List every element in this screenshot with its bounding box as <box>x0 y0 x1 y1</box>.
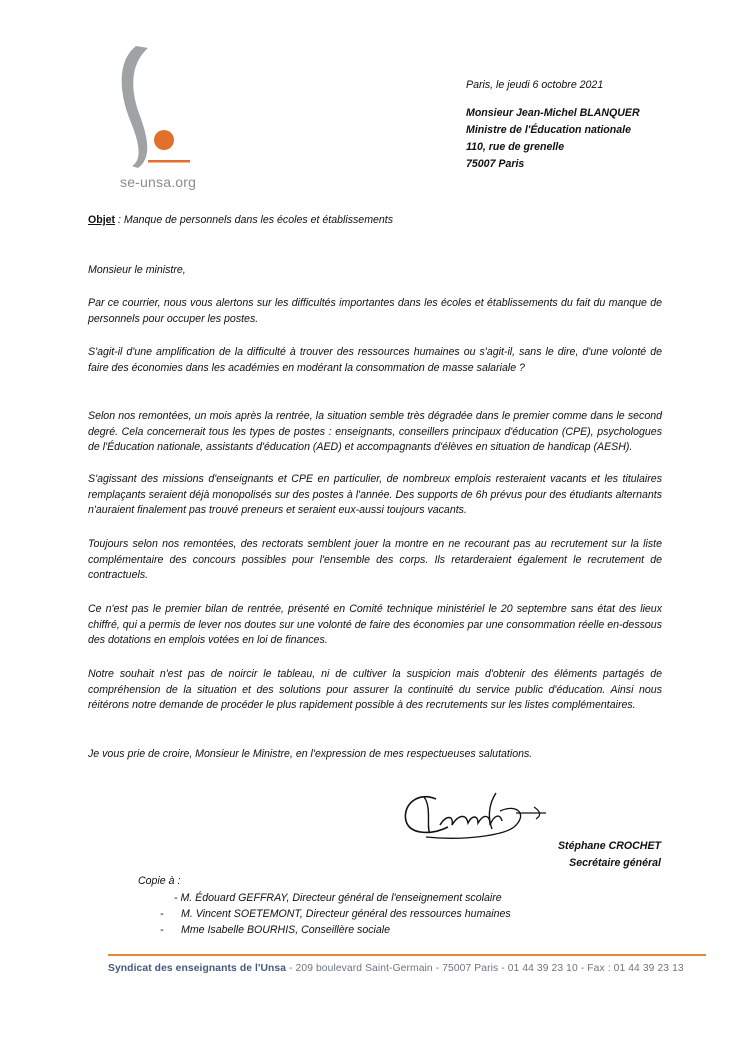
subject-label: Objet <box>88 214 116 226</box>
closing <box>88 747 662 763</box>
letter-subject <box>88 214 393 226</box>
signer-block <box>558 838 661 872</box>
recipient-line: Monsieur Jean-Michel BLANQUER <box>466 107 640 119</box>
paragraph-text: Par ce courrier, nous vous alertons sur les difficultés importantes dans les écoles et établissements du fait du manque de personnels pour occuper les postes. <box>88 297 662 325</box>
copies-block <box>138 873 511 936</box>
letter-date: Paris, le jeudi 6 octobre 2021 <box>466 79 604 91</box>
recipient-line: 110, rue de grenelle <box>466 141 565 153</box>
paragraph-text: Toujours selon nos remontées, des rectorats semblent jouer la montre en ne recourant pas au recrutement sur la liste complémentaire des concours possibles pour l'ensemble des corps. Ils retarderaient également le recrutement de contractuels. <box>88 538 662 581</box>
paragraph <box>88 667 662 714</box>
list-dash: - <box>160 924 164 936</box>
logo-text: se-unsa.org <box>120 174 197 190</box>
signer-title: Secrétaire général <box>569 857 661 869</box>
handwritten-signature <box>396 785 556 843</box>
paragraph-text: S'agit-il d'une amplification de la difficulté à trouver des ressources humaines ou s'agit-il, sans le dire, d'une volonté de faire des économies dans les académies en modérant la consommation de masse salariale ? <box>88 346 662 374</box>
recipient-line: 75007 Paris <box>466 158 525 170</box>
footer-divider <box>108 954 706 956</box>
recipient-line: Ministre de l'Éducation nationale <box>466 124 631 136</box>
footer <box>108 963 684 974</box>
subject-sep: : <box>115 214 124 226</box>
paragraph <box>88 296 662 327</box>
copies-label: Copie à : <box>138 875 181 887</box>
paragraph-text: Selon nos remontées, un mois après la rentrée, la situation semble très dégradée dans le premier comme dans le second degré. Cela concernerait tous les types de postes : enseignants, conseillers principaux d'éducation (CPE), psychologues de l'Éducation nationale, assistants d'éducation (AED) et accompagnants d'élèves en situation de handicap (AESH). <box>88 410 662 453</box>
signer-name: Stéphane CROCHET <box>557 840 661 852</box>
footer-org: Syndicat des enseignants de l'Unsa <box>108 963 287 974</box>
paragraph <box>88 472 662 519</box>
paragraph <box>88 602 662 649</box>
paragraph <box>88 409 662 456</box>
paragraph-text: S'agissant des missions d'enseignants et CPE en particulier, de nombreux emplois resteraient vacants et les titulaires remplaçants seraient déjà monopolisés sur des postes à l'année. Des supports de 6h prévus pour des étudiants alternants n'auraient finalement pas trouvé preneurs et seraient eux-aussi toujours vacants. <box>88 473 662 516</box>
paragraph-text: Notre souhait n'est pas de noircir le tableau, ni de cultiver la suspicion mais d'obtenir des éléments partagés de compréhension de la situation et des solutions pour assurer la continuité du service public d'éducation. Ainsi nous réitérons notre demande de procéder le plus rapidement possible à des recrutements sur les listes complémentaires. <box>88 668 662 711</box>
copy-recipient: - M. Édouard GEFFRAY, Directeur général de l'enseignement scolaire <box>174 892 502 904</box>
salutation <box>88 263 662 279</box>
copy-recipient: Mme Isabelle BOURHIS, Conseillère sociale <box>181 924 391 936</box>
closing-text: Je vous prie de croire, Monsieur le Ministre, en l'expression de mes respectueuses salutations. <box>88 748 533 760</box>
paragraph <box>88 537 662 584</box>
salutation-text: Monsieur le ministre, <box>88 264 186 276</box>
paragraph <box>88 345 662 376</box>
list-dash: - <box>160 908 164 920</box>
subject-text: Manque de personnels dans les écoles et établissements <box>123 214 394 226</box>
recipient-address <box>466 105 640 173</box>
copy-recipient: M. Vincent SOETEMONT, Directeur général des ressources humaines <box>181 908 511 920</box>
footer-details: - 209 boulevard Saint-Germain - 75007 Paris - 01 44 39 23 10 - Fax : 01 44 39 23 13 <box>286 963 684 974</box>
paragraph-text: Ce n'est pas le premier bilan de rentrée, présenté en Comité technique ministériel le 20 septembre sans état des lieux chiffré, qui a permis de lever nos doutes sur une volonté de faire des économies par une consommation réelle en-dessous des dotations en emplois votées en loi de finances. <box>88 603 662 646</box>
